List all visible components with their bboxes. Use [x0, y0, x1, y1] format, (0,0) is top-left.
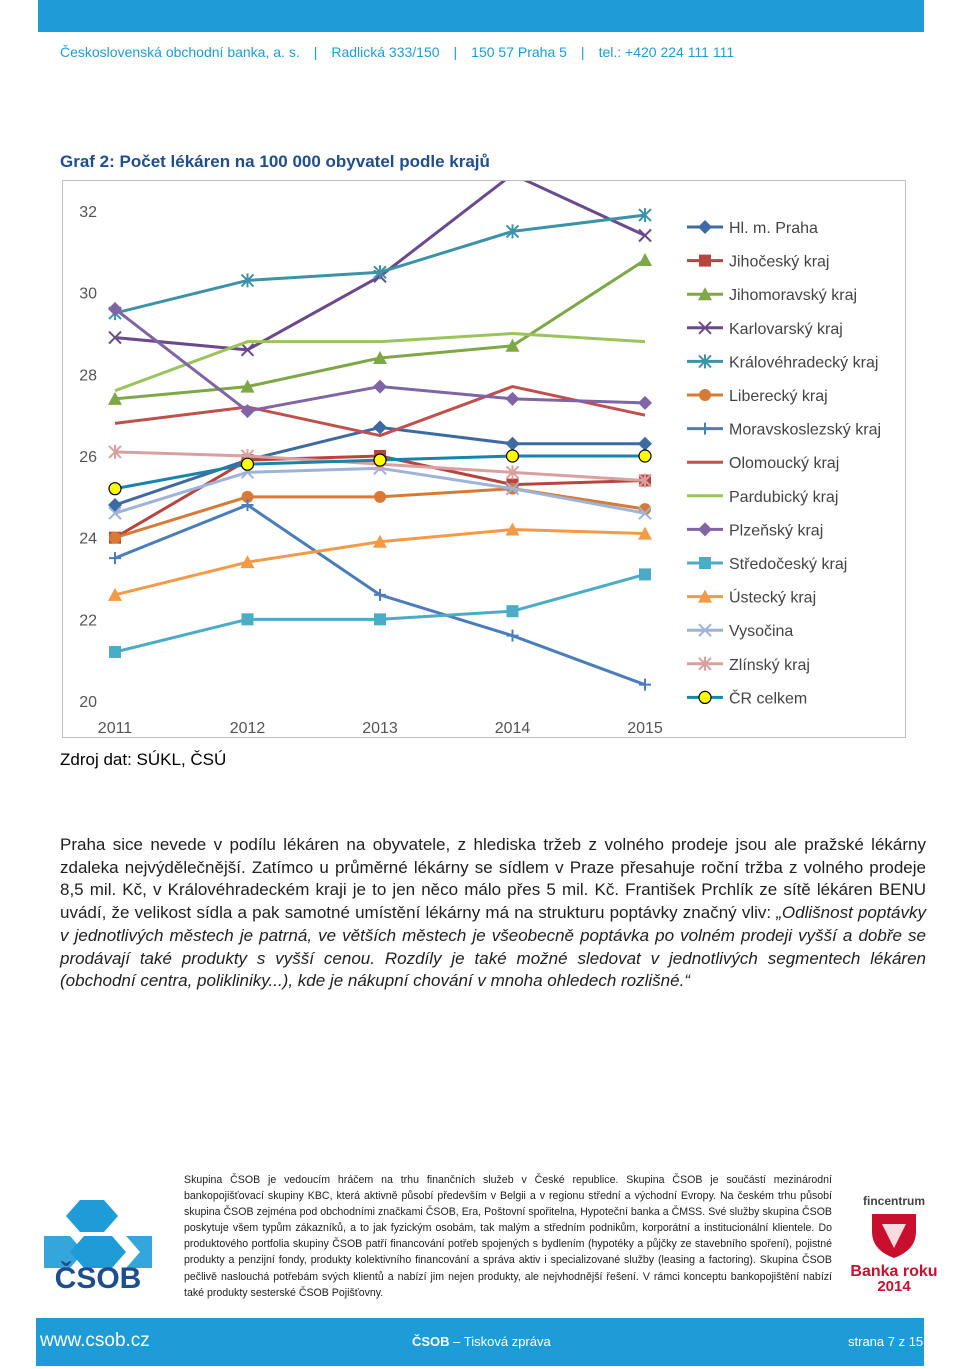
company-city: 150 57 Praha 5 — [471, 44, 567, 60]
article-paragraph — [60, 834, 926, 993]
legend-label: Vysočina — [729, 623, 794, 641]
banka-roku-award-logo — [846, 1194, 942, 1292]
legend-label: Moravskoslezský kraj — [729, 421, 882, 439]
separator: | — [313, 44, 318, 60]
series-line — [115, 215, 645, 313]
data-point — [507, 605, 519, 617]
legend-marker — [699, 423, 711, 435]
data-point — [374, 491, 386, 503]
series-line — [115, 260, 645, 399]
legend-label: Olomoucký kraj — [729, 455, 840, 473]
legend-marker — [699, 557, 711, 569]
x-tick-label: 2015 — [627, 720, 663, 737]
chart-title: Graf 2: Počet lékáren na 100 000 obyvatel podle krajů — [60, 152, 490, 171]
data-point — [638, 437, 652, 451]
data-point — [374, 454, 386, 466]
series-line — [115, 574, 645, 652]
chart-source: Zdroj dat: SÚKL, ČSÚ — [60, 750, 227, 769]
company-phone: tel.: +420 224 111 111 — [598, 44, 735, 60]
legend-marker — [699, 691, 711, 703]
data-point — [639, 568, 651, 580]
chart-frame — [62, 180, 906, 738]
data-point — [108, 498, 122, 512]
data-point — [373, 380, 387, 394]
data-point — [109, 532, 121, 544]
data-point — [638, 396, 652, 410]
legend-label: Pardubický kraj — [729, 488, 839, 506]
website-link[interactable]: www.csob.cz — [40, 1330, 150, 1351]
legend-label: Plzeňský kraj — [729, 522, 824, 540]
page-number: strana 7 z 15 — [848, 1334, 924, 1349]
document-label — [412, 1334, 551, 1349]
y-tick-label: 28 — [79, 367, 97, 385]
data-point — [639, 679, 651, 691]
top-accent-bar — [38, 0, 924, 32]
data-point — [109, 483, 121, 495]
legend-marker — [699, 389, 711, 401]
data-point — [242, 458, 254, 470]
legend-label: Jihočeský kraj — [729, 253, 830, 271]
footer-about-text: Skupina ČSOB je vedoucím hráčem na trhu finančních služeb v České republice. Skupina ČSOB je součástí mezinárodní bankopojišťovací skupiny KBC, která aktivně působí především v Belgii a v regionu střední a východní Evropy. Na českém trhu působí skupina ČSOB zejména pod obchodními značkami ČSOB, Era, Poštovní spořitelna, Hypoteční banka a ČMSS. Své služby skupina ČSOB poskytuje všem typům zákazníků, a to jak fyzickým osobám, tak malým a středním podnikům, korporátní a institucionální klientele. Do produktového portfolia skupiny ČSOB patří financování potřeb spojených s bydlením (hypotéky a půjčky ze stavebního spoření), pojistné produkty a penzijní fondy, produkty kolektivního financování a správa aktiv i specializované služby (leasing a factoring). Skupina ČSOB pečlivě naslouchá potřebám svých klientů a nabízí jim nejen produkty, ale nejvhodnější řešení. V rámci konceptu bankopojištění nabízí také produkty sesterské ČSOB Pojišťovny. — [184, 1174, 832, 1299]
data-point — [109, 646, 121, 658]
award-year: 2014 — [877, 1278, 911, 1292]
separator: | — [453, 44, 458, 60]
doc-brand: ČSOB — [412, 1334, 450, 1349]
x-tick-label: 2013 — [362, 720, 398, 737]
data-point — [506, 437, 520, 451]
data-point — [506, 392, 520, 406]
legend-label: Středočeský kraj — [729, 556, 848, 573]
legend-label: Královéhradecký kraj — [729, 354, 879, 372]
legend-label: Karlovarský kraj — [729, 320, 843, 338]
data-point — [507, 630, 519, 642]
csob-logo-text: ČSOB — [54, 1262, 142, 1292]
award-title: Banka roku — [850, 1263, 938, 1280]
x-tick-label: 2011 — [97, 720, 133, 737]
data-point — [374, 613, 386, 625]
legend-label: Hl. m. Praha — [729, 220, 818, 237]
csob-logo — [36, 1196, 160, 1292]
legend-marker — [698, 220, 712, 234]
data-point — [109, 552, 121, 564]
legend-label: Jihomoravský kraj — [729, 287, 858, 305]
separator: | — [580, 44, 585, 60]
data-point — [507, 450, 519, 462]
legend-label: Zlínský kraj — [729, 656, 810, 674]
legend-marker — [698, 522, 712, 536]
data-point — [242, 613, 254, 625]
doc-type: – Tisková zpráva — [449, 1334, 551, 1349]
x-tick-label: 2014 — [494, 720, 531, 737]
bottom-bar — [36, 1318, 924, 1366]
y-tick-label: 32 — [79, 204, 97, 221]
y-tick-label: 20 — [79, 694, 97, 711]
legend-marker — [699, 255, 711, 267]
legend-label: ČR celkem — [729, 690, 808, 708]
award-brand: fincentrum — [862, 1194, 926, 1208]
company-header — [60, 44, 734, 60]
legend-label: Liberecký kraj — [729, 388, 828, 405]
y-tick-label: 22 — [79, 612, 97, 630]
paragraph-text: Praha sice nevede v podílu lékáren na obyvatele, z hlediska tržeb z volného prodeje jsou ale pražské lékárny zdaleka nejvýdělečnější. Zatímco u průměrné lékárny se sídlem v Praze přesahuje roční tržba z volného prodeje 8,5 mil. Kč, v Královéhradeckém kraji je to jen něco málo přes 5 mil. Kč. František Prchlík ze sítě lékáren BENU uvádí, že velikost sídla a pak samotné umístění lékárny má na strukturu poptávky značný vliv: — [60, 835, 926, 923]
data-point — [639, 230, 651, 242]
y-tick-label: 26 — [79, 449, 97, 466]
x-tick-label: 2012 — [229, 720, 266, 737]
company-name: Československá obchodní banka, a. s. — [60, 44, 300, 60]
data-point — [639, 450, 651, 462]
line-chart — [63, 181, 907, 739]
company-address: Radlická 333/150 — [331, 44, 440, 60]
y-tick-label: 30 — [79, 285, 97, 303]
legend-label: Ústecký kraj — [729, 589, 817, 607]
paragraph-quote: „Odlišnost poptávky v jednotlivých městech je patrná, ve větších městech je všeobecně poptávka po volném prodeji vyšší a dobře se prodávají také produkty s vyšší cenou. Rozdíly je také možné sledovat v jednotlivých segmentech lékáren (obchodní centra, polikliniky...), kde je nákupní chování v mnoha ohledech rozlišné.“ — [60, 903, 926, 991]
y-tick-label: 24 — [79, 530, 97, 548]
data-point — [638, 253, 652, 266]
